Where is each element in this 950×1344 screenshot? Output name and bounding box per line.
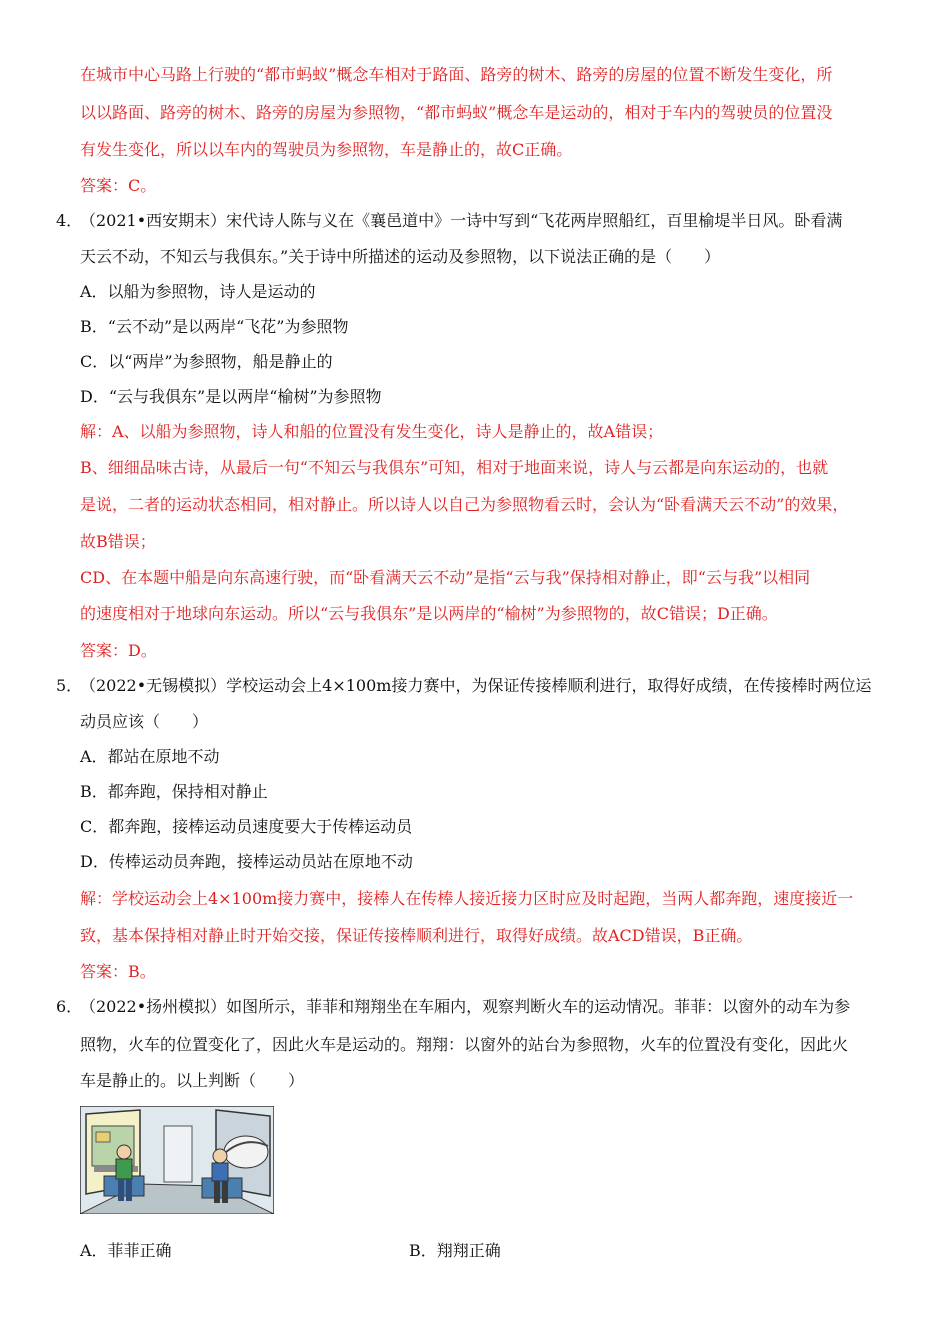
- q6-option-b: B．翔翔正确: [409, 1241, 501, 1260]
- q4-solution-line-3: 是说，二者的运动状态相同，相对静止。所以诗人以自己为参照物看云时，会认为“卧看满天云不动”的效果，: [80, 495, 849, 514]
- q4-number: 4．: [56, 211, 83, 230]
- q4-option-b: B．“云不动”是以两岸“飞花”为参照物: [80, 317, 349, 336]
- q5-solution-line-1: 解：学校运动会上4×100m接力赛中，接棒人在传棒人接近接力区时应及时起跑，当两人都奔跑，速度接近一: [80, 889, 854, 908]
- q5-option-b: B．都奔跑，保持相对静止: [80, 782, 268, 801]
- q3-solution-line-1: 在城市中心马路上行驶的“都市蚂蚁”概念车相对于路面、路旁的树木、路旁的房屋的位置不断发生变化，所: [80, 65, 833, 84]
- q6-stem-line-1: （2022•扬州模拟）如图所示，菲菲和翔翔坐在车厢内，观察判断火车的运动情况。菲菲：以窗外的动车为参: [80, 997, 851, 1016]
- q4-option-c: C．以“两岸”为参照物，船是静止的: [80, 352, 333, 371]
- q6-stem-line-3: 车是静止的。以上判断（ ）: [80, 1071, 305, 1090]
- q5-option-a: A．都站在原地不动: [80, 747, 220, 766]
- train-carriage-illustration: [80, 1106, 274, 1214]
- q6-stem-line-2: 照物，火车的位置变化了，因此火车是运动的。翔翔：以窗外的站台为参照物，火车的位置没有变化，因此火: [80, 1035, 849, 1054]
- q4-solution-line-5: CD、在本题中船是向东高速行驶，而“卧看满天云不动”是指“云与我”保持相对静止，即“云与我”以相同: [80, 568, 811, 587]
- q5-stem-line-2: 动员应该（ ）: [80, 712, 209, 731]
- q5-solution-line-2: 致，基本保持相对静止时开始交接，保证传接棒顺利进行，取得好成绩。故ACD错误，B正确。: [80, 926, 753, 945]
- q4-answer: 答案：D。: [80, 641, 157, 660]
- q4-option-d: D．“云与我俱东”是以两岸“榆树”为参照物: [80, 387, 382, 406]
- q4-stem-line-2: 天云不动，不知云与我俱东。”关于诗中所描述的运动及参照物，以下说法正确的是（ ）: [80, 247, 721, 266]
- q4-solution-line-4: 故B错误；: [80, 532, 156, 551]
- q5-number: 5．: [56, 676, 83, 695]
- q4-stem-line-1: （2021•西安期末）宋代诗人陈与义在《襄邑道中》一诗中写到“飞花两岸照船红，百里榆堤半日风。卧看满: [80, 211, 843, 230]
- q4-solution-line-2: B、细细品味古诗，从最后一句“不知云与我俱东”可知，相对于地面来说，诗人与云都是向东运动的，也就: [80, 458, 829, 477]
- q3-solution-line-3: 有发生变化，所以以车内的驾驶员为参照物，车是静止的，故C正确。: [80, 140, 573, 159]
- q4-solution-line-1: 解：A、以船为参照物，诗人和船的位置没有发生变化，诗人是静止的，故A错误；: [80, 422, 664, 441]
- q4-solution-line-6: 的速度相对于地球向东运动。所以“云与我俱东”是以两岸的“榆树”为参照物的，故C错误；D正确。: [80, 604, 778, 623]
- q4-option-a: A．以船为参照物，诗人是运动的: [80, 282, 316, 301]
- q6-option-a: A．菲菲正确: [80, 1241, 172, 1260]
- q5-option-c: C．都奔跑，接棒运动员速度要大于传棒运动员: [80, 817, 413, 836]
- q5-answer: 答案：B。: [80, 962, 156, 981]
- q3-solution-line-2: 以以路面、路旁的树木、路旁的房屋为参照物，“都市蚂蚁”概念车是运动的，相对于车内的驾驶员的位置没: [80, 103, 833, 122]
- q6-number: 6．: [56, 997, 83, 1016]
- q5-stem-line-1: （2022•无锡模拟）学校运动会上4×100m接力赛中，为保证传接棒顺利进行，取得好成绩，在传接棒时两位运: [80, 676, 872, 695]
- q5-option-d: D．传棒运动员奔跑，接棒运动员站在原地不动: [80, 852, 413, 871]
- q3-answer: 答案：C。: [80, 176, 157, 195]
